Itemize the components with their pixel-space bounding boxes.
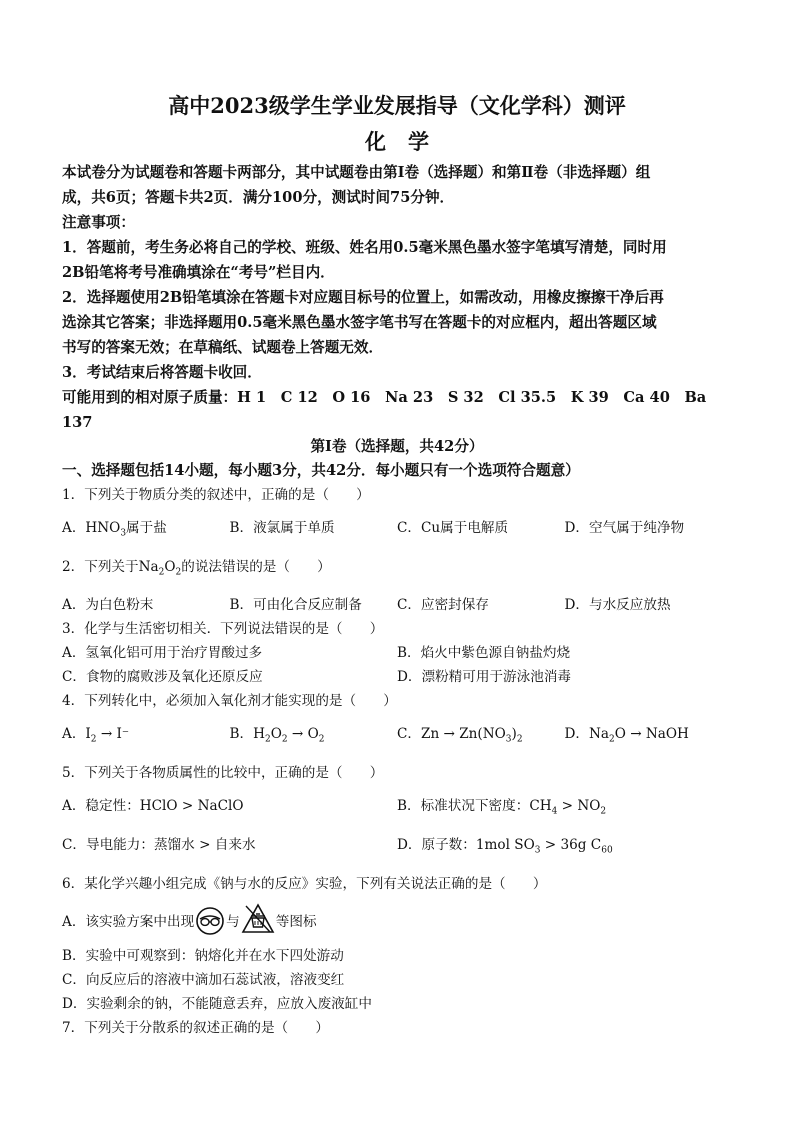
atomic-masses: 可能用到的相对原子质量：H 1 C 12 O 16 Na 23 S 32 Cl 35.5 K 39 Ca 40 Ba 137 — [62, 389, 707, 431]
q6-option-c: C．向反应后的溶液中滴加石蕊试液，溶液变红 — [62, 971, 345, 988]
q5-option-d: D．原子数：1mol $SO_3 > 36g$ $C_{60}$ — [397, 836, 613, 856]
waste-disposal-icon — [240, 902, 276, 944]
q1-option-d: D．空气属于纯净物 — [564, 520, 685, 536]
note-1a: 1．答题前，考生务必将自己的学校、班级、姓名用0.5毫米黑色墨水签字笔填写清楚，同时用 — [62, 239, 667, 256]
q4-option-c: C．$Zn \to Zn(NO_3)_2$ — [397, 726, 523, 746]
note-2c: 书写的答案无效；在草稿纸、试题卷上答题无效． — [62, 339, 384, 356]
q1-options — [62, 516, 732, 546]
q1-stem: 1．下列关于物质分类的叙述中，正确的是（ ） — [62, 487, 370, 503]
q6-option-a: A．该实验方案中出现 与 等图标 — [62, 902, 732, 944]
q4-option-b: B．$H_2O_2 \to O_2$ — [229, 726, 325, 746]
q3-option-a: A．氢氧化铝可用于治疗胃酸过多 — [62, 645, 263, 662]
q2-option-b: B．可由化合反应制备 — [229, 597, 362, 614]
q4-stem: 4．下列转化中，必须加入氧化剂才能实现的是（ ） — [62, 693, 397, 710]
q5-stem: 5．下列关于各物质属性的比较中，正确的是（ ） — [62, 765, 384, 782]
q5-options-row2 — [62, 833, 732, 863]
q4-options — [62, 722, 732, 752]
q5-option-c: C．导电能力：蒸馏水 > 自来水 — [62, 836, 256, 853]
q4-option-a: A．$I_2 \to I^-$ — [62, 726, 130, 746]
note-3: 3．考试结束后将答题卡收回． — [62, 364, 262, 381]
q2-option-a: A．为白色粉末 — [62, 597, 154, 614]
note-2a: 2．选择题使用2B铅笔填涂在答题卡对应题目标号的位置上，如需改动，用橡皮擦擦干净后再 — [62, 289, 664, 306]
q3-option-d: D．漂粉精可用于游泳池消毒 — [397, 669, 572, 686]
note-1b: 2B铅笔将考号准确填涂在“考号”栏目内． — [62, 264, 335, 281]
q6-stem: 6．某化学兴趣小组完成《钠与水的反应》实验，下列有关说法正确的是（ ） — [62, 875, 547, 892]
q5-option-a: A．稳定性：HClO > NaClO — [62, 798, 244, 815]
q7-stem: 7．下列关于分散系的叙述正确的是（ ） — [62, 1019, 329, 1036]
q2-option-d: D．与水反应放热 — [564, 597, 671, 614]
q2-option-c: C．应密封保存 — [397, 597, 489, 614]
q3-option-b: B．焰火中紫色源自钠盐灼烧 — [397, 645, 571, 662]
notes-heading: 注意事项： — [62, 214, 135, 231]
q1-option-c: C．Cu属于电解质 — [397, 520, 509, 536]
q5-options-row1 — [62, 794, 732, 824]
q1-option-b: B．液氯属于单质 — [229, 520, 335, 536]
part1-title: 第Ⅰ卷（选择题，共42分） — [310, 438, 484, 455]
q2-options — [62, 593, 732, 617]
q3-options-row2 — [62, 665, 732, 689]
note-2b: 选涂其它答案；非选择题用0.5毫米黑色墨水签字笔书写在答题卡的对应框内，超出答题区域 — [62, 314, 657, 331]
subject-title: 化学 — [365, 129, 451, 154]
exam-title: 高中2023级学生学业发展指导（文化学科）测评 — [168, 93, 626, 118]
exam-page — [62, 92, 732, 1040]
q4-option-d: D．$Na_2O$ → NaOH — [564, 726, 689, 746]
part1-instruction: 一、选择题包括14小题，每小题3分，共42分．每小题只有一个选项符合题意） — [62, 462, 580, 479]
q6-option-d: D．实验剩余的钠，不能随意丢弃，应放入废液缸中 — [62, 995, 372, 1012]
q3-options-row1 — [62, 641, 732, 665]
goggles-safety-icon — [194, 906, 226, 944]
q3-option-c: C．食物的腐败涉及氧化还原反应 — [62, 669, 263, 686]
intro-line-2: 成，共6页；答题卡共2页．满分100分，测试时间75分钟． — [62, 189, 455, 206]
q6-option-b: B．实验中可观察到：钠熔化并在水下四处游动 — [62, 947, 344, 964]
q3-stem: 3．化学与生活密切相关．下列说法错误的是（ ） — [62, 621, 384, 638]
intro-line-1: 本试卷分为试题卷和答题卡两部分，其中试题卷由第Ⅰ卷（选择题）和第Ⅱ卷（非选择题）组 — [62, 164, 651, 181]
q2-stem: 2．下列关于$Na_2O_2$的说法错误的是（ ） — [62, 558, 331, 578]
q1-option-a: A．$HNO_3$属于盐 — [62, 520, 167, 539]
q5-option-b: B．标准状况下密度：$CH_4 > NO_2$ — [397, 798, 607, 817]
